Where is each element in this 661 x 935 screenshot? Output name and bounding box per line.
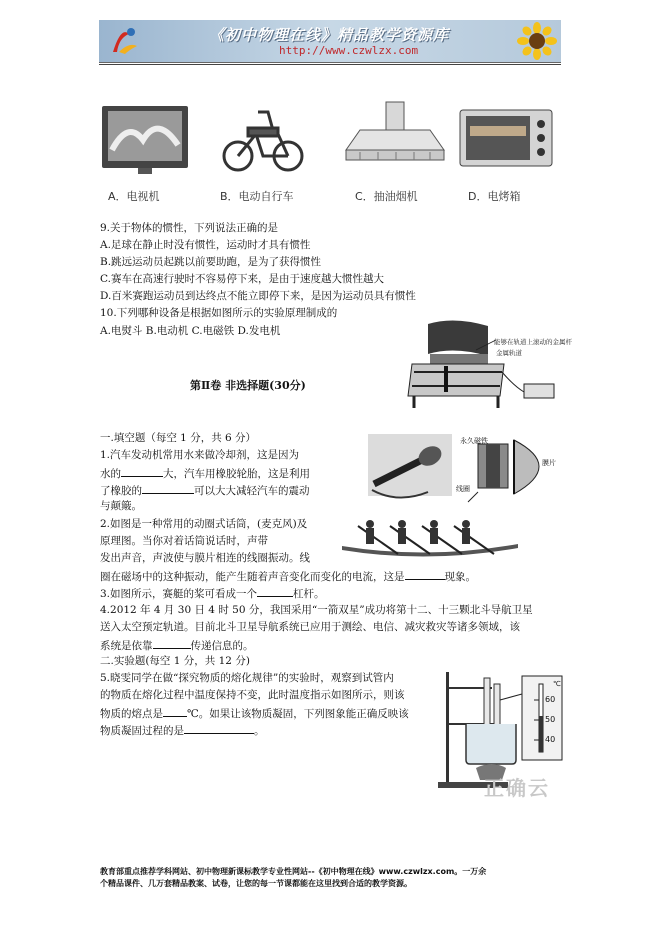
q3-blank[interactable] (257, 585, 293, 597)
q10-stem: 10.下列哪种设备是根据如图所示的实验原理制成的 (100, 307, 338, 319)
q1-line1: 1.汽车发动机常用水来做冷却剂，这是因为 (100, 449, 300, 461)
q5-line2: 的物质在熔化过程中温度保持不变，此时温度指示如图所示，则该 (100, 689, 405, 701)
q1-line3 (100, 482, 310, 499)
q5-line3 (100, 705, 409, 722)
fill-heading: 一.填空题（每空 1 分，共 6 分） (100, 432, 257, 444)
q5-blank-1[interactable] (163, 705, 187, 717)
q9-option-c: C.赛车在高速行驶时不容易停下来，是由于速度越大惯性越大 (100, 273, 384, 285)
q5-blank-2[interactable] (184, 722, 254, 734)
q1-text-c: 了橡胶的 (100, 485, 142, 497)
exp-heading: 二.实验题(每空 1 分，共 12 分) (100, 655, 250, 667)
rail-experiment-figure (404, 316, 566, 412)
q4-text-b: 传递信息的。 (190, 640, 254, 652)
thermo-tick-60: 60 (545, 695, 556, 704)
q5-text-d: 。 (254, 725, 265, 737)
caption-a: A．电视机 (108, 190, 160, 203)
q4-line2: 送入太空预定轨道。目前北斗卫星导航系统已应用于测绘、电信、减灾救灾等诸多领域，该 (100, 621, 520, 633)
header-rule (99, 64, 561, 65)
q5-text-c: 物质凝固过程的是 (100, 725, 184, 737)
mic-label-coil: 线圈 (456, 485, 470, 493)
rail-label-rod: 能够在轨道上滚动的金属杆 (494, 338, 572, 346)
q1-blank-2[interactable] (142, 482, 194, 494)
q4-blank[interactable] (153, 637, 191, 649)
electric-bike-icon (224, 112, 302, 170)
footer-line2: 个精品课件、几万套精品教案、试卷，让您的每一节课都能在这里找到合适的教学资源。 (100, 879, 412, 888)
header-title: 《初中物理在线》精品教学资源库 (209, 26, 450, 44)
q2-line1: 2.如图是一种常用的动圈式话筒，(麦克风)及 (100, 518, 308, 530)
caption-d: D．电烤箱 (468, 190, 521, 203)
q5-line4 (100, 722, 265, 739)
thermo-unit: ℃ (553, 680, 561, 688)
q1-text-a: 水的 (100, 468, 121, 480)
q2-blank[interactable] (405, 568, 445, 580)
q2-text-a: 圈在磁场中的这种振动，能产生随着声音变化而变化的电流，这是 (100, 571, 405, 583)
q9-option-d: D.百米赛跑运动员到达终点不能立即停下来，是因为运动员具有惯性 (100, 290, 416, 302)
appliance-figures (98, 100, 558, 180)
q2-line3: 发出声音，声波使与膜片相连的线圈振动。线 (100, 552, 310, 564)
q1-line2 (100, 465, 310, 482)
caption-c: C．抽油烟机 (355, 190, 418, 203)
q2-text-b: 现象。 (444, 571, 476, 583)
q1-line4: 与颠簸。 (100, 500, 142, 512)
q1-text-b: 大，汽车用橡胶轮胎，这是利用 (163, 468, 310, 480)
footer-line1: 教育部重点推荐学科网站、初中物理新课标教学专业性网站--《初中物理在线》www.czwlzx.com。一万余 (100, 867, 487, 876)
thermo-tick-40: 40 (545, 735, 556, 744)
q5-text-a: 物质的熔点是 (100, 708, 163, 720)
q2-line2: 原理图。当你对着话筒说话时，声带 (100, 535, 268, 547)
q3-text-b: 杠杆。 (293, 588, 325, 600)
rowing-boat-figure (338, 514, 522, 560)
q3-text-a: 3.如图所示，赛艇的桨可看成一个 (100, 588, 258, 600)
mic-label-diaphragm: 膜片 (542, 459, 556, 467)
q10-options: A.电熨斗 B.电动机 C.电磁铁 D.发电机 (100, 325, 281, 337)
q2-line4 (100, 568, 476, 585)
q4-line3 (100, 637, 254, 654)
q9-stem: 9.关于物体的惯性，下列说法正确的是 (100, 222, 279, 234)
mic-label-magnet: 永久磁铁 (460, 437, 488, 445)
part2-title: 第Ⅱ卷 非选择题(30分) (190, 379, 306, 392)
watermark: 正确云 (484, 776, 550, 800)
q4-line1: 4.2012 年 4 月 30 日 4 时 50 分，我国采用“一箭双星”成功将第十二、十三颗北斗导航卫星 (100, 604, 533, 616)
q3-line (100, 585, 325, 602)
rail-label-track: 金属轨道 (496, 349, 522, 357)
q1-blank-1[interactable] (121, 465, 163, 477)
q9-option-a: A.足球在静止时没有惯性，运动时才具有惯性 (100, 239, 311, 251)
sunflower-icon (517, 22, 557, 60)
q5-text-b: ℃。如果让该物质凝固，下列图象能正确反映该 (187, 708, 409, 720)
site-logo-icon (107, 24, 141, 58)
header-banner (99, 20, 561, 63)
caption-b: B．电动自行车 (220, 190, 294, 203)
q9-option-b: B.跳远运动员起跳以前要助跑，是为了获得惯性 (100, 256, 322, 268)
thermo-tick-50: 50 (545, 715, 556, 724)
tv-icon (102, 106, 188, 174)
q4-text-a: 系统是依靠 (100, 640, 153, 652)
header-url[interactable]: http://www.czwlzx.com (279, 44, 419, 57)
range-hood-icon (346, 102, 444, 160)
electric-oven-icon (460, 110, 552, 166)
q1-text-d: 可以大大减轻汽车的震动 (194, 485, 310, 497)
q5-line1: 5.晓雯同学在做“探究物质的熔化规律”的实验时，观察到试管内 (100, 672, 394, 684)
